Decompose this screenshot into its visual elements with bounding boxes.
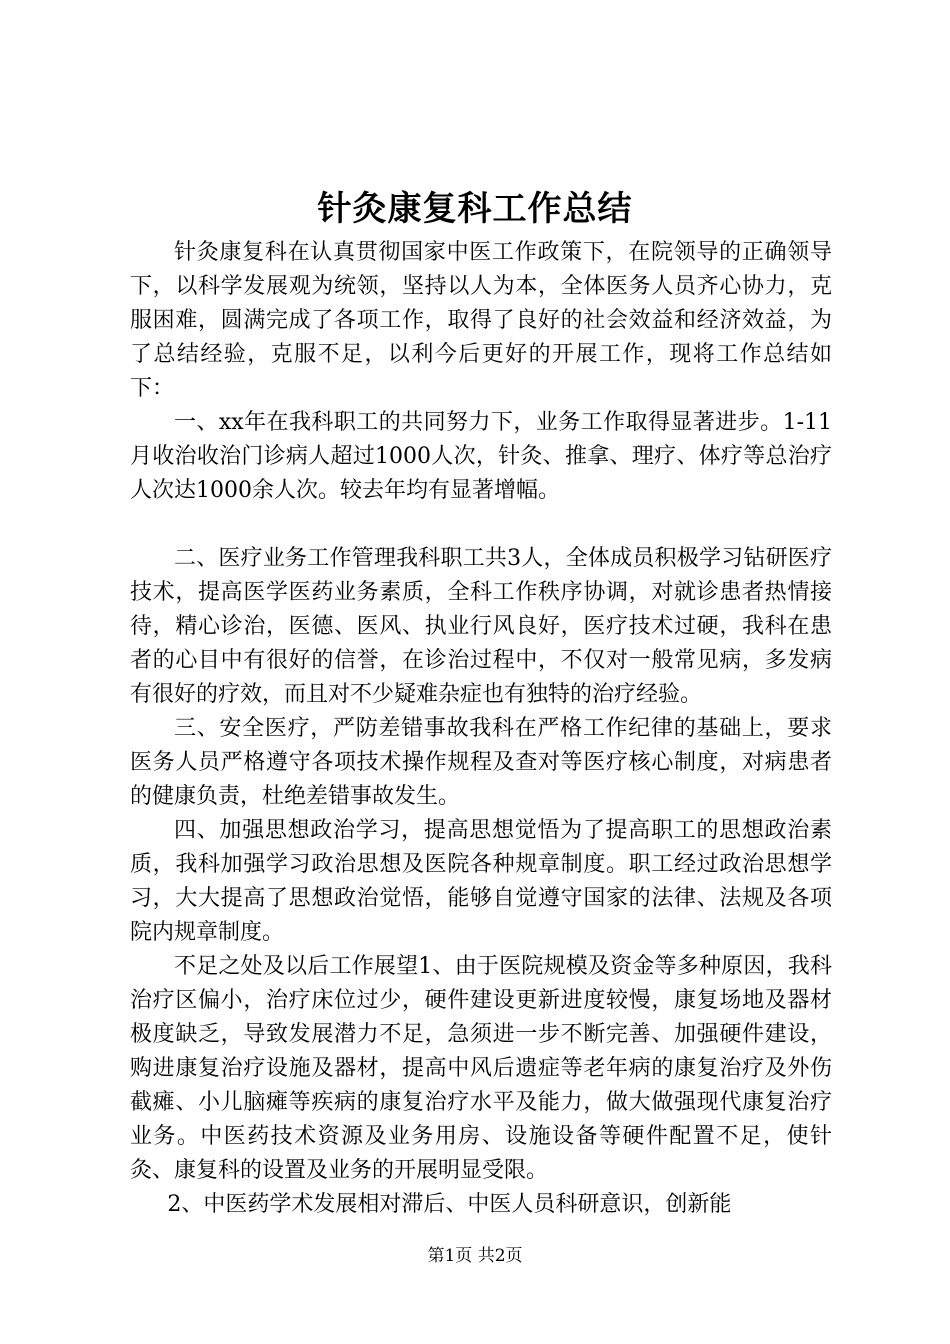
- paragraph-section-1: 一、xx年在我科职工的共同努力下，业务工作取得显著进步。1-11月收治收治门诊病人超过1000人次，针灸、推拿、理疗、体疗等总治疗人次达1000余人次。较去年均有显著增幅。: [130, 410, 832, 503]
- document-body: [130, 236, 832, 1222]
- paragraph-section-3: 三、安全医疗，严防差错事故我科在严格工作纪律的基础上，要求医务人员严格遵守各项技术操作规程及查对等医疗核心制度，对病患者的健康负责，杜绝差错事故发生。: [130, 716, 832, 809]
- paragraph-shortcoming-2: 2、中医药学术发展相对滞后、中医人员科研意识，创新能: [167, 1192, 732, 1217]
- document-title: 针灸康复科工作总结: [317, 189, 633, 229]
- paragraph-shortcomings: 不足之处及以后工作展望1、由于医院规模及资金等多种原因，我科治疗区偏小，治疗床位过少，硬件建设更新进度较慢，康复场地及器材极度缺乏，导致发展潜力不足，急须进一步不断完善、加强硬件建设，购进康复治疗设施及器材，提高中风后遗症等老年病的康复治疗及外伤截瘫、小儿脑瘫等疾病的康复治疗水平及能力，做大做强现代康复治疗业务。中医药技术资源及业务用房、设施设备等硬件配置不足，使针灸、康复科的设置及业务的开展明显受限。: [130, 954, 832, 1183]
- paragraph-section-2: 二、医疗业务工作管理我科职工共3人，全体成员积极学习钻研医疗技术，提高医学医药业务素质，全科工作秩序协调，对就诊患者热情接待，精心诊治，医德、医风、执业行风良好，医疗技术过硬，我科在患者的心目中有很好的信誉，在诊治过程中，不仅对一般常见病，多发病有很好的疗效，而且对不少疑难杂症也有独特的治疗经验。: [130, 546, 832, 707]
- paragraph-section-4: 四、加强思想政治学习，提高思想觉悟为了提高职工的思想政治素质，我科加强学习政治思想及医院各种规章制度。职工经过政治思想学习，大大提高了思想政治觉悟，能够自觉遵守国家的法律、法规及各项院内规章制度。: [130, 818, 832, 945]
- page-number-footer: 第1页 共2页: [427, 1246, 523, 1266]
- paragraph-intro: 针灸康复科在认真贯彻国家中医工作政策下，在院领导的正确领导下，以科学发展观为统领，坚持以人为本，全体医务人员齐心协力，克服困难，圆满完成了各项工作，取得了良好的社会效益和经济效益，为了总结经验，克服不足，以利今后更好的开展工作，现将工作总结如下：: [130, 240, 832, 401]
